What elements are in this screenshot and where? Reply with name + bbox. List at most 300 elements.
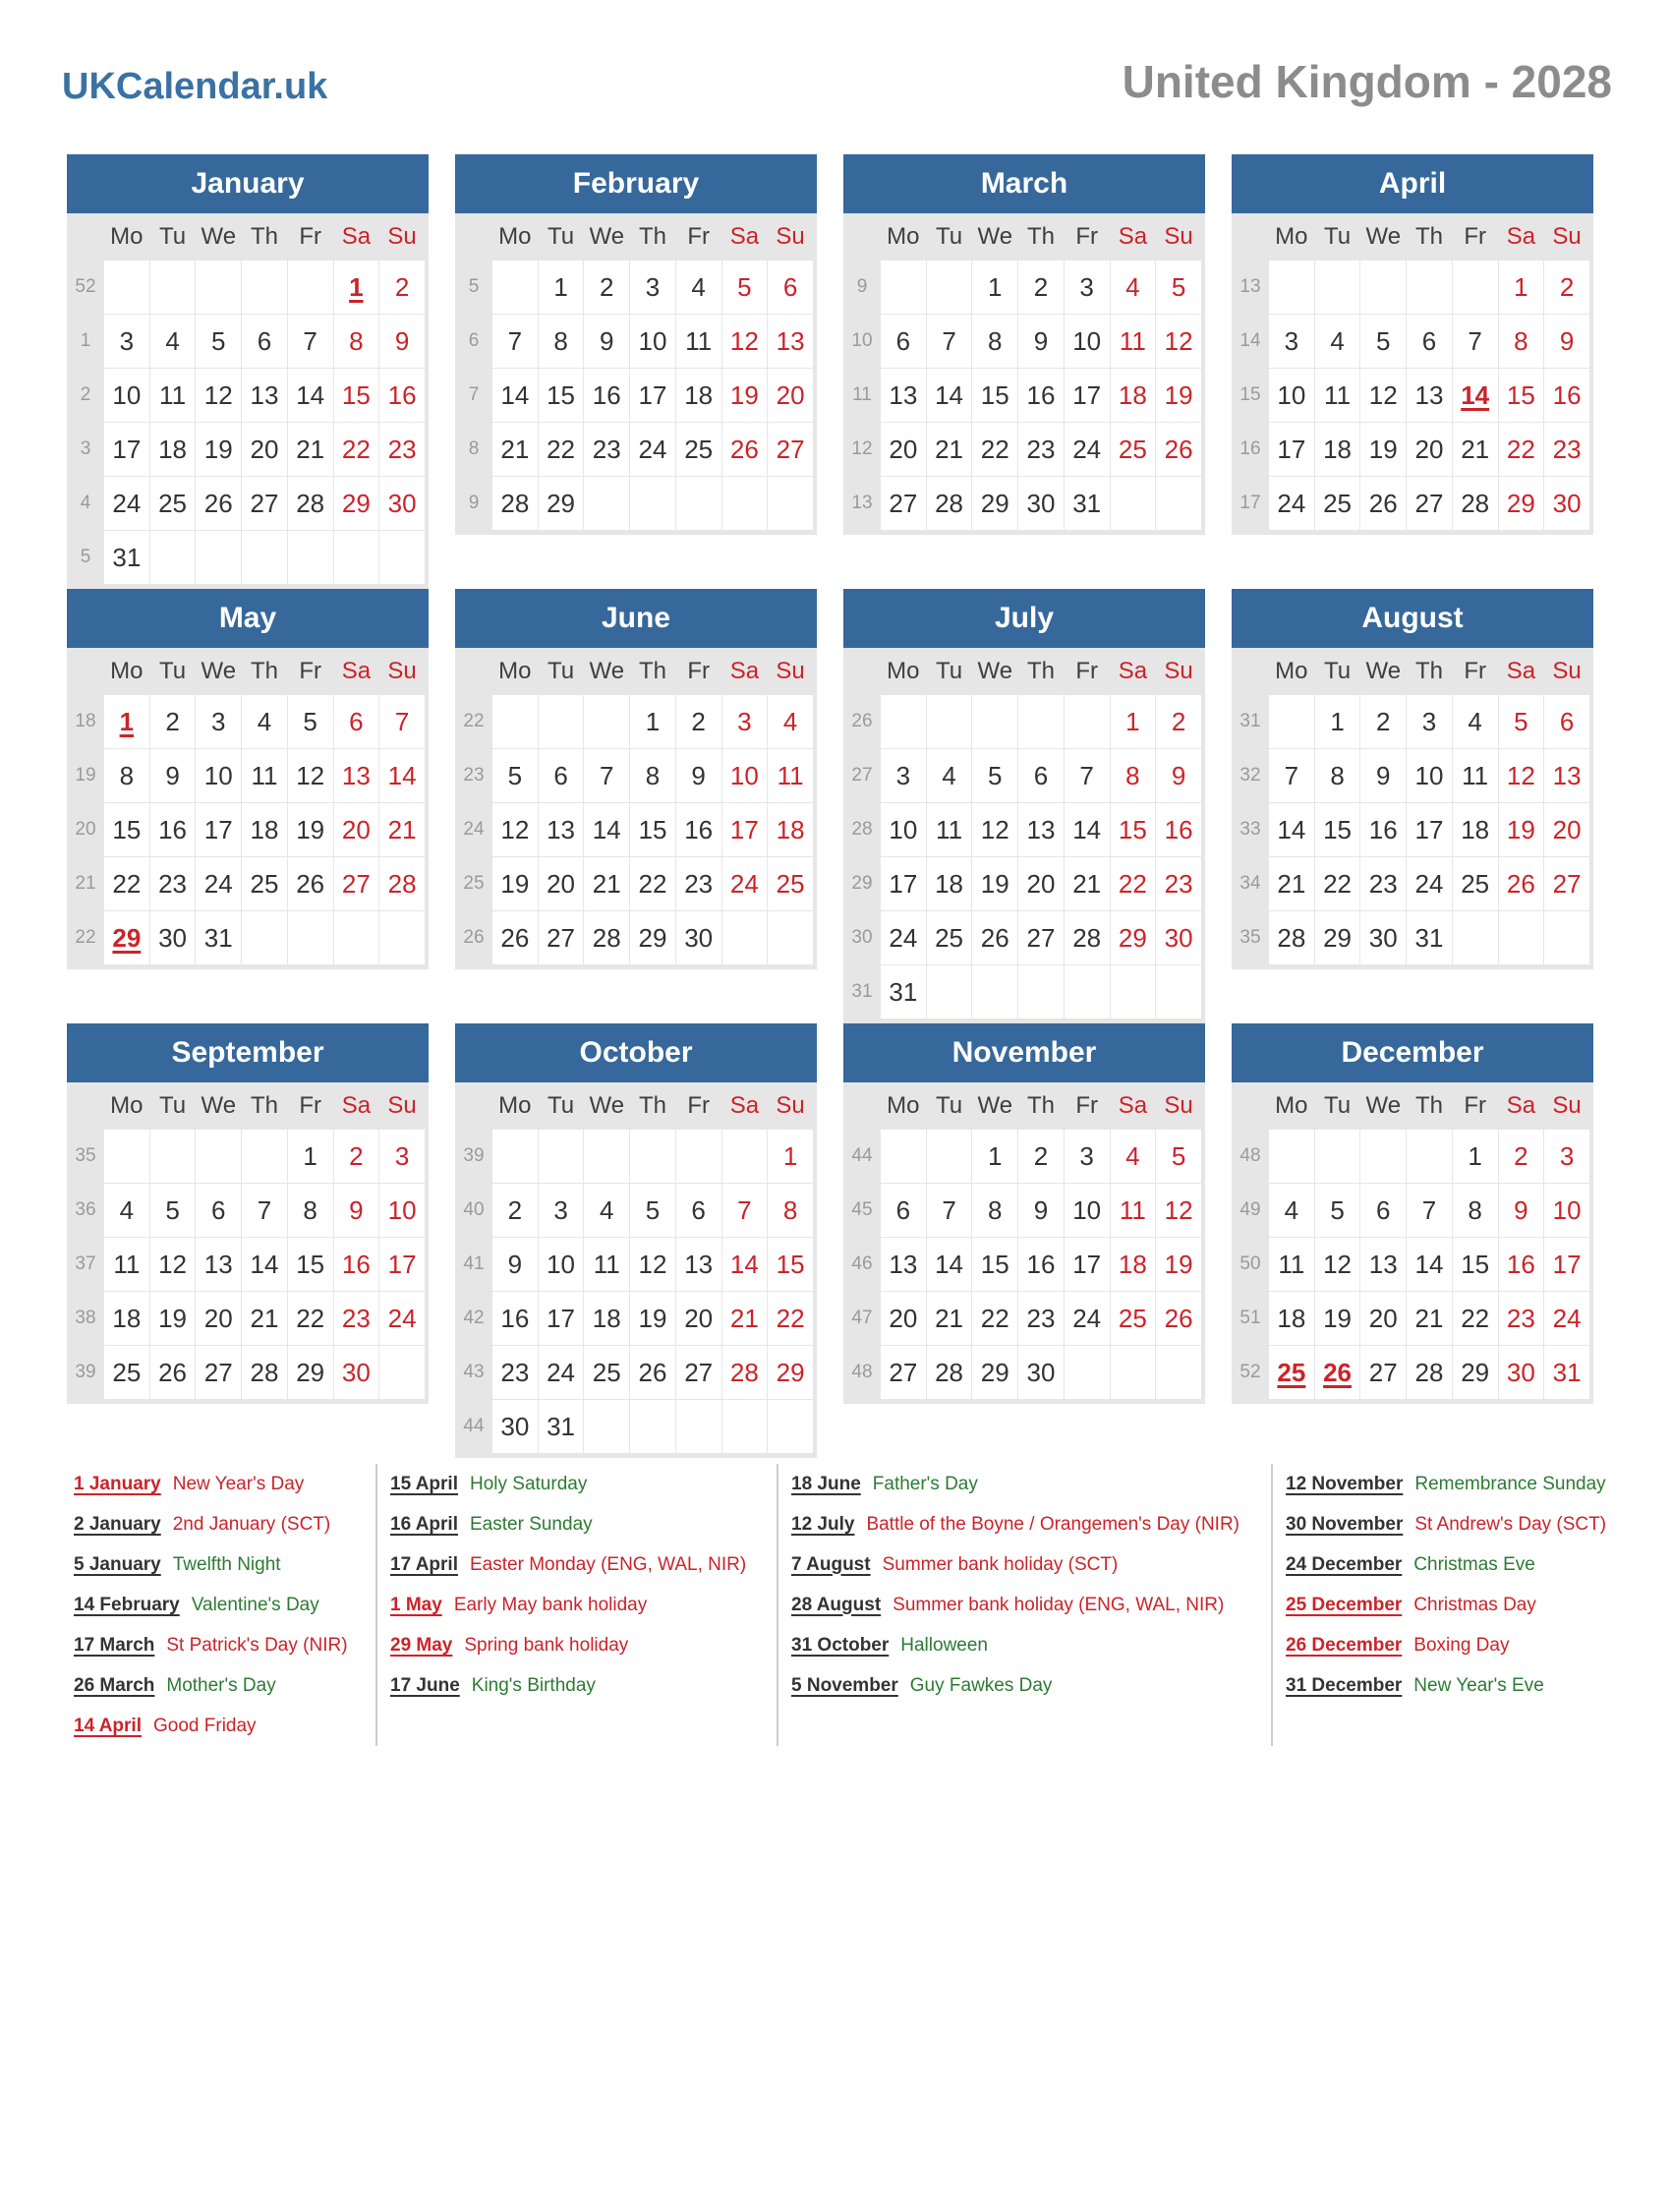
- day-cell: [334, 531, 379, 584]
- week-number: 24: [463, 819, 485, 840]
- weekday-header-we: We: [589, 223, 625, 250]
- legend-column-3: [777, 1464, 1271, 1746]
- day-cell: 13: [768, 315, 813, 368]
- day-cell: 7: [1065, 749, 1110, 802]
- week-number: 47: [851, 1308, 873, 1328]
- day-cell: 29: [1111, 911, 1156, 964]
- day-cell: 7: [927, 1184, 972, 1237]
- legend-date[interactable]: 17 March: [74, 1634, 155, 1656]
- day-cell: 20: [768, 369, 813, 422]
- legend-holiday-name: Early May bank holiday: [453, 1594, 648, 1615]
- legend-date[interactable]: 26 March: [74, 1674, 155, 1696]
- page-header: [62, 49, 1612, 108]
- legend-date[interactable]: 17 April: [390, 1553, 458, 1575]
- day-cell: [881, 1130, 926, 1183]
- day-cell: [1544, 911, 1589, 964]
- legend-entry: [791, 1665, 1271, 1706]
- day-cell: [1018, 695, 1064, 748]
- day-cell: 29: [972, 477, 1017, 530]
- month-table-march: [843, 213, 1202, 531]
- day-cell: 15: [104, 803, 149, 856]
- weekday-header-fr: Fr: [299, 658, 321, 684]
- day-cell: 27: [881, 477, 926, 530]
- legend-date[interactable]: 14 February: [74, 1594, 180, 1615]
- day-cell: 11: [150, 369, 196, 422]
- day-cell: 18: [1453, 803, 1498, 856]
- legend-column-1: [74, 1464, 375, 1746]
- legend-holiday-name: King's Birthday: [471, 1674, 596, 1696]
- day-cell: 14: [288, 369, 333, 422]
- day-cell: 24: [1544, 1292, 1589, 1345]
- weekday-header-sa: Sa: [341, 1092, 372, 1119]
- day-cell: [1360, 261, 1406, 314]
- month-grid-october: [455, 1082, 817, 1458]
- holiday-day-cell[interactable]: 29: [104, 911, 149, 964]
- week-number: 13: [1239, 276, 1261, 297]
- day-cell: 21: [1065, 857, 1110, 910]
- holiday-day-cell[interactable]: 14: [1453, 369, 1498, 422]
- legend-holiday-name: St Patrick's Day (NIR): [166, 1634, 348, 1656]
- day-cell: 8: [972, 315, 1017, 368]
- day-cell: 27: [1544, 857, 1589, 910]
- week-number: 50: [1239, 1253, 1261, 1274]
- legend-entry: [390, 1585, 777, 1625]
- day-cell: 6: [1018, 749, 1064, 802]
- day-cell: 27: [768, 423, 813, 476]
- day-cell: 14: [379, 749, 425, 802]
- weekday-header-sa: Sa: [341, 658, 372, 684]
- week-number-header: [1233, 214, 1268, 260]
- legend-date[interactable]: 5 January: [74, 1553, 161, 1575]
- week-number: 28: [851, 819, 873, 840]
- weekday-header-th: Th: [638, 658, 666, 684]
- month-table-january: [67, 213, 426, 585]
- day-cell: 10: [196, 749, 241, 802]
- legend-entry: [791, 1585, 1271, 1625]
- day-cell: 9: [492, 1238, 538, 1291]
- week-number: 3: [80, 438, 91, 459]
- month-table-august: [1232, 648, 1590, 965]
- day-cell: 8: [288, 1184, 333, 1237]
- legend-date[interactable]: 30 November: [1286, 1513, 1404, 1535]
- weekday-header-mo: Mo: [1275, 1092, 1308, 1119]
- day-cell: 24: [104, 477, 149, 530]
- day-cell: 9: [1018, 315, 1064, 368]
- day-cell: 11: [1111, 315, 1156, 368]
- legend-date[interactable]: 12 November: [1286, 1473, 1404, 1494]
- weekday-header-su: Su: [1552, 658, 1582, 684]
- weekday-header-su: Su: [387, 223, 417, 250]
- day-cell: 24: [379, 1292, 425, 1345]
- day-cell: 19: [1156, 369, 1201, 422]
- day-cell: [492, 1130, 538, 1183]
- day-cell: [722, 911, 768, 964]
- month-table-april: [1232, 213, 1590, 531]
- day-cell: 19: [1360, 423, 1406, 476]
- day-cell: 23: [584, 423, 629, 476]
- weekday-header-th: Th: [250, 223, 278, 250]
- day-cell: 6: [196, 1184, 241, 1237]
- day-cell: 10: [1269, 369, 1314, 422]
- weekday-header-th: Th: [250, 658, 278, 684]
- legend-entry: [74, 1504, 375, 1544]
- day-cell: 15: [539, 369, 584, 422]
- day-cell: [1065, 1346, 1110, 1399]
- legend-date[interactable]: 14 April: [74, 1715, 142, 1736]
- day-cell: 14: [242, 1238, 287, 1291]
- day-cell: 7: [1269, 749, 1314, 802]
- day-cell: 13: [242, 369, 287, 422]
- week-number: 20: [75, 819, 96, 840]
- weekday-header-sa: Sa: [1506, 1092, 1536, 1119]
- week-number-header: [68, 214, 103, 260]
- weekday-header-th: Th: [638, 223, 666, 250]
- day-cell: 5: [492, 749, 538, 802]
- month-title-july: July: [843, 589, 1205, 648]
- day-cell: [1269, 695, 1314, 748]
- week-number: 15: [1239, 384, 1261, 405]
- legend-date[interactable]: 29 May: [390, 1634, 453, 1656]
- day-cell: 15: [1315, 803, 1360, 856]
- day-cell: 8: [104, 749, 149, 802]
- holiday-day-cell[interactable]: 1: [104, 695, 149, 748]
- legend-date[interactable]: 1 May: [390, 1594, 442, 1615]
- legend-holiday-name: Mother's Day: [166, 1674, 276, 1696]
- legend-entry: [791, 1625, 1271, 1665]
- day-cell: 3: [630, 261, 675, 314]
- day-cell: 29: [334, 477, 379, 530]
- day-cell: 26: [1156, 423, 1201, 476]
- legend-date[interactable]: 25 December: [1286, 1594, 1403, 1615]
- day-cell: 22: [1453, 1292, 1498, 1345]
- day-cell: [881, 695, 926, 748]
- day-cell: 23: [1018, 423, 1064, 476]
- day-cell: 26: [492, 911, 538, 964]
- day-cell: [1269, 1130, 1314, 1183]
- week-number-header: [844, 214, 880, 260]
- day-cell: 11: [1111, 1184, 1156, 1237]
- day-cell: 21: [584, 857, 629, 910]
- weekday-header-tu: Tu: [547, 658, 575, 684]
- day-cell: 9: [1544, 315, 1589, 368]
- day-cell: 25: [1453, 857, 1498, 910]
- page-title: United Kingdom - 2028: [1122, 56, 1612, 107]
- legend-entry: [74, 1585, 375, 1625]
- day-cell: 4: [104, 1184, 149, 1237]
- day-cell: [1315, 261, 1360, 314]
- day-cell: 5: [1360, 315, 1406, 368]
- month-table-october: [455, 1082, 814, 1454]
- day-cell: 9: [334, 1184, 379, 1237]
- week-number: 10: [851, 330, 873, 351]
- day-cell: [927, 1130, 972, 1183]
- week-number: 30: [851, 927, 873, 948]
- legend-date[interactable]: 31 October: [791, 1634, 890, 1656]
- weekday-header-fr: Fr: [299, 1092, 321, 1119]
- day-cell: [768, 1400, 813, 1453]
- week-number: 44: [463, 1416, 485, 1436]
- day-cell: 17: [1065, 1238, 1110, 1291]
- month-title-january: January: [67, 154, 429, 213]
- day-cell: 10: [379, 1184, 425, 1237]
- weekday-header-mo: Mo: [887, 658, 920, 684]
- day-cell: 3: [1269, 315, 1314, 368]
- week-number: 4: [80, 493, 91, 513]
- day-cell: 16: [1360, 803, 1406, 856]
- week-number: 6: [468, 330, 480, 351]
- weekday-header-sa: Sa: [341, 223, 372, 250]
- legend-holiday-name: Easter Sunday: [470, 1513, 593, 1535]
- day-cell: 3: [1065, 261, 1110, 314]
- day-cell: 30: [1156, 911, 1201, 964]
- legend-entry: [390, 1504, 777, 1544]
- day-cell: 8: [539, 315, 584, 368]
- week-number: 16: [1239, 438, 1261, 459]
- week-number: 44: [851, 1145, 873, 1166]
- day-cell: 26: [972, 911, 1017, 964]
- legend-entry: [74, 1544, 375, 1585]
- day-cell: 11: [584, 1238, 629, 1291]
- legend-holiday-name: St Andrew's Day (SCT): [1414, 1513, 1607, 1535]
- day-cell: [722, 1400, 768, 1453]
- day-cell: 18: [1111, 1238, 1156, 1291]
- day-cell: 2: [334, 1130, 379, 1183]
- week-number: 32: [1239, 765, 1261, 786]
- day-cell: 29: [972, 1346, 1017, 1399]
- month-title-may: May: [67, 589, 429, 648]
- day-cell: 14: [1065, 803, 1110, 856]
- day-cell: 14: [927, 369, 972, 422]
- month-march: [843, 154, 1205, 535]
- day-cell: [722, 477, 768, 530]
- day-cell: 8: [1453, 1184, 1498, 1237]
- day-cell: 8: [1499, 315, 1544, 368]
- legend-date[interactable]: 26 December: [1286, 1634, 1403, 1656]
- month-september: [67, 1023, 429, 1404]
- day-cell: 14: [1407, 1238, 1452, 1291]
- day-cell: 18: [104, 1292, 149, 1345]
- legend-entry: [74, 1625, 375, 1665]
- day-cell: 10: [630, 315, 675, 368]
- day-cell: 29: [630, 911, 675, 964]
- weekday-header-su: Su: [387, 1092, 417, 1119]
- weekday-header-fr: Fr: [1464, 658, 1486, 684]
- day-cell: 19: [1499, 803, 1544, 856]
- day-cell: 2: [1499, 1130, 1544, 1183]
- day-cell: [768, 477, 813, 530]
- week-number: 13: [851, 493, 873, 513]
- day-cell: [334, 911, 379, 964]
- week-number-header: [844, 1083, 880, 1129]
- week-number: 1: [80, 330, 91, 351]
- legend-date[interactable]: 16 April: [390, 1513, 458, 1535]
- day-cell: 4: [1111, 1130, 1156, 1183]
- day-cell: 20: [1018, 857, 1064, 910]
- day-cell: 13: [1407, 369, 1452, 422]
- legend-holiday-name: Good Friday: [153, 1715, 257, 1736]
- day-cell: [584, 477, 629, 530]
- week-number: 8: [468, 438, 480, 459]
- week-number: 37: [75, 1253, 96, 1274]
- day-cell: 19: [630, 1292, 675, 1345]
- day-cell: [1156, 477, 1201, 530]
- week-number: 48: [1239, 1145, 1261, 1166]
- legend-holiday-name: Halloween: [900, 1634, 988, 1656]
- day-cell: 22: [334, 423, 379, 476]
- legend-date[interactable]: 2 January: [74, 1513, 161, 1535]
- day-cell: 15: [1111, 803, 1156, 856]
- day-cell: 24: [630, 423, 675, 476]
- day-cell: 1: [1453, 1130, 1498, 1183]
- weekday-header-fr: Fr: [1075, 1092, 1098, 1119]
- weekday-header-we: We: [977, 658, 1013, 684]
- day-cell: 19: [492, 857, 538, 910]
- day-cell: 22: [104, 857, 149, 910]
- day-cell: [972, 695, 1017, 748]
- day-cell: 10: [722, 749, 768, 802]
- site-logo[interactable]: UKCalendar.uk: [62, 66, 328, 107]
- day-cell: [1156, 965, 1201, 1019]
- week-number: 23: [463, 765, 485, 786]
- day-cell: 26: [196, 477, 241, 530]
- day-cell: [242, 911, 287, 964]
- day-cell: 15: [972, 369, 1017, 422]
- day-cell: [150, 261, 196, 314]
- legend-date[interactable]: 17 June: [390, 1674, 460, 1696]
- weekday-header-fr: Fr: [687, 1092, 710, 1119]
- weekday-header-sa: Sa: [729, 223, 760, 250]
- day-cell: 28: [584, 911, 629, 964]
- month-table-may: [67, 648, 426, 965]
- day-cell: 30: [676, 911, 721, 964]
- day-cell: 5: [1499, 695, 1544, 748]
- day-cell: 5: [1156, 261, 1201, 314]
- day-cell: [1453, 261, 1498, 314]
- day-cell: 23: [492, 1346, 538, 1399]
- day-cell: [242, 1130, 287, 1183]
- day-cell: [1453, 911, 1498, 964]
- legend-date[interactable]: 15 April: [390, 1473, 458, 1494]
- holiday-day-cell[interactable]: 26: [1315, 1346, 1360, 1399]
- week-number: 43: [463, 1362, 485, 1382]
- day-cell: 1: [1499, 261, 1544, 314]
- legend-date[interactable]: 18 June: [791, 1473, 861, 1494]
- day-cell: 3: [1407, 695, 1452, 748]
- day-cell: 3: [539, 1184, 584, 1237]
- legend-date[interactable]: 5 November: [791, 1674, 898, 1696]
- day-cell: [492, 695, 538, 748]
- legend-date[interactable]: 24 December: [1286, 1553, 1403, 1575]
- day-cell: [927, 261, 972, 314]
- day-cell: [722, 1130, 768, 1183]
- day-cell: 6: [334, 695, 379, 748]
- legend-date[interactable]: 1 January: [74, 1473, 161, 1494]
- weekday-header-tu: Tu: [158, 223, 187, 250]
- day-cell: 23: [676, 857, 721, 910]
- day-cell: 25: [150, 477, 196, 530]
- legend-entry: [390, 1625, 777, 1665]
- month-grid-june: [455, 648, 817, 969]
- day-cell: 10: [1065, 1184, 1110, 1237]
- week-number: 5: [468, 276, 480, 297]
- day-cell: [584, 1130, 629, 1183]
- day-cell: 12: [1315, 1238, 1360, 1291]
- holiday-day-cell[interactable]: 1: [334, 261, 379, 314]
- day-cell: 27: [1407, 477, 1452, 530]
- day-cell: 3: [196, 695, 241, 748]
- day-cell: 3: [104, 315, 149, 368]
- day-cell: [1018, 965, 1064, 1019]
- legend-date[interactable]: 28 August: [791, 1594, 882, 1615]
- day-cell: 5: [196, 315, 241, 368]
- day-cell: 14: [584, 803, 629, 856]
- weekday-header-su: Su: [776, 658, 805, 684]
- day-cell: 6: [881, 315, 926, 368]
- day-cell: 7: [584, 749, 629, 802]
- day-cell: 8: [972, 1184, 1017, 1237]
- day-cell: 1: [768, 1130, 813, 1183]
- day-cell: 7: [927, 315, 972, 368]
- day-cell: 13: [1360, 1238, 1406, 1291]
- week-number: 2: [80, 384, 91, 405]
- day-cell: [539, 1130, 584, 1183]
- legend-date[interactable]: 7 August: [791, 1553, 871, 1575]
- day-cell: 16: [150, 803, 196, 856]
- day-cell: 12: [196, 369, 241, 422]
- month-grid-december: [1232, 1082, 1593, 1404]
- legend-date[interactable]: 12 July: [791, 1513, 855, 1535]
- week-number: 19: [75, 765, 96, 786]
- day-cell: 22: [768, 1292, 813, 1345]
- day-cell: 8: [768, 1184, 813, 1237]
- day-cell: 24: [1269, 477, 1314, 530]
- week-number: 31: [1239, 711, 1261, 731]
- holiday-day-cell[interactable]: 25: [1269, 1346, 1314, 1399]
- day-cell: 8: [334, 315, 379, 368]
- day-cell: 23: [1499, 1292, 1544, 1345]
- day-cell: 12: [1156, 315, 1201, 368]
- month-april: [1232, 154, 1593, 535]
- day-cell: 30: [1499, 1346, 1544, 1399]
- day-cell: 5: [150, 1184, 196, 1237]
- legend-date[interactable]: 31 December: [1286, 1674, 1403, 1696]
- day-cell: 5: [288, 695, 333, 748]
- weekday-header-su: Su: [1164, 223, 1193, 250]
- day-cell: 21: [927, 1292, 972, 1345]
- day-cell: 3: [1065, 1130, 1110, 1183]
- day-cell: [1111, 477, 1156, 530]
- day-cell: 21: [722, 1292, 768, 1345]
- weekday-header-we: We: [977, 1092, 1013, 1119]
- weekday-header-tu: Tu: [935, 658, 963, 684]
- month-title-june: June: [455, 589, 817, 648]
- day-cell: 25: [1111, 1292, 1156, 1345]
- month-grid-may: [67, 648, 429, 969]
- month-february: [455, 154, 817, 535]
- day-cell: 16: [1156, 803, 1201, 856]
- week-number: 5: [80, 547, 91, 567]
- legend-entry: [1286, 1464, 1606, 1504]
- week-number: 18: [75, 711, 96, 731]
- day-cell: 21: [288, 423, 333, 476]
- day-cell: 1: [539, 261, 584, 314]
- week-number: 21: [75, 873, 96, 894]
- day-cell: 17: [196, 803, 241, 856]
- day-cell: 4: [1453, 695, 1498, 748]
- day-cell: 24: [1065, 1292, 1110, 1345]
- day-cell: 30: [334, 1346, 379, 1399]
- day-cell: 13: [881, 369, 926, 422]
